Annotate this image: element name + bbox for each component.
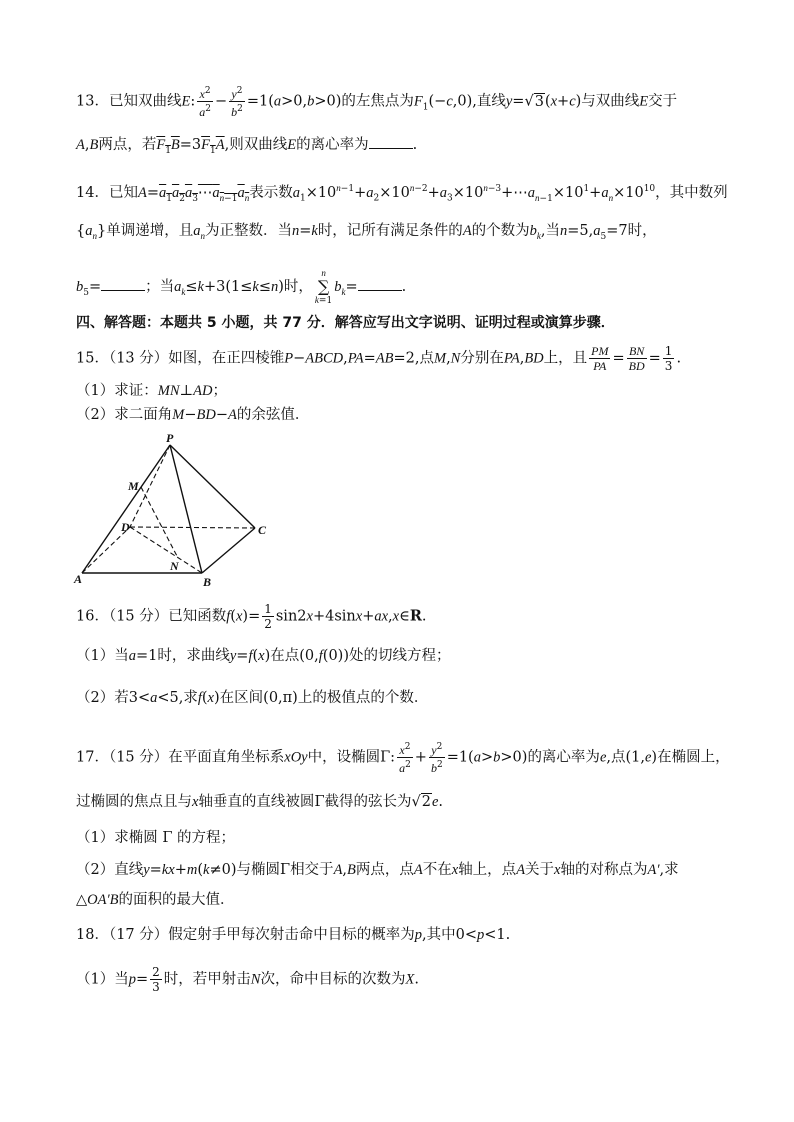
edge-PB (170, 445, 202, 573)
label-N: N (170, 559, 179, 573)
pyramid-figure (70, 430, 280, 590)
edge-DB-hidden (130, 527, 202, 573)
q16-part1: （1）当a=1时，求曲线y=f(x)在点(0,f(0))处的切线方程； (76, 648, 451, 664)
q17-line1: 17．（15 分）在平面直角坐标系xOy中，设椭圆Γ: $\frac{x^2}{a^2}$ + $\frac{y^2}{b^2}$ =1(a>b>0)的离心率为e,点(1,e)在椭圆上， (76, 742, 730, 775)
q15-part2: （2）求二面角M−BD−A的余弦值． (76, 407, 310, 423)
answer-blank (369, 134, 413, 149)
edge-BC (202, 528, 255, 573)
q18-part1: （1）当p= $\frac{2}{3}$ 时，若甲射击N次，命中目标的次数为X. (76, 965, 419, 994)
q13-line2: A,B两点，若$F_1B=3F_1A$,则双曲线E的离心率为 . (76, 134, 417, 161)
label-A: A (74, 572, 83, 586)
q17-part1: （1）求椭圆 Γ 的方程； (76, 830, 236, 846)
edge-PC (170, 445, 255, 528)
label-B: B (203, 575, 212, 589)
q17-line2: 过椭圆的焦点且与x轴垂直的直线被圆Γ截得的弦长为√2e. (76, 794, 444, 810)
section-heading: 四、解答题：本题共 5 小题，共 77 分．解答应写出文字说明、证明过程或演算步骤． (76, 315, 615, 331)
q17-part2-line2: △OA′B的面积的最大值． (76, 892, 235, 908)
q15-line1: 15．（13 分）如图，在正四棱锥P−ABCD,PA=AB=2,点M,N分别在PA,BD上，且 $\frac{PM}{PA}$ = $\frac{BN}{BD}$ = $\frac{1}{3}$ . (76, 344, 682, 373)
q16-part2: （2）若3<a<5,求f(x)在区间(0,π)上的极值点的个数． (76, 690, 429, 706)
segment-MN (141, 487, 178, 558)
answer-blank (358, 276, 402, 291)
label-P: P (166, 431, 174, 445)
q14-line1: 14．已知$A=a_1a_2a_3\cdots a_{n-1}a_n$表示数$a_1\times 10^{n-1}+a_2\times 10^{n-2}+a_3\times 10^{n-3}+\cdots a_{n-1}\times 10^1+a_n\times 10^{10}$，其中数列 (76, 183, 728, 204)
q14-line3: $b_5=$ ；当$a_k\le k+3(1\le k\le n)$时，n ∑ $k=1b_k=$ . (76, 268, 407, 306)
q18-line1: 18．（17 分）假定射手甲每次射击命中目标的概率为p,其中0<p<1. (76, 927, 511, 943)
edge-DC-hidden (130, 527, 255, 528)
q16-line1: 16．（15 分）已知函数f(x)= $\frac{1}{2}$ sin2x+4sinx+ax,x∈R. (76, 602, 427, 631)
label-C: C (258, 523, 267, 537)
edge-PA (82, 445, 170, 573)
q14-line2: $\{a_n\}$单调递增，且$a_n$为正整数．当n=k时，记所有满足条件的A的个数为$b_k$,当$n=5,a_5=7$时， (76, 223, 657, 242)
q15-part1: （1）求证：MN⊥AD； (76, 383, 227, 399)
label-D: D (121, 520, 130, 534)
label-M: M (128, 479, 139, 493)
q13-text: 13．已知双曲线 (76, 93, 182, 110)
q13-line1: 13．已知双曲线E: $\frac{x^2}{a^2}$ − $\frac{y^2}{b^2}$ =1(a>0,b>0)的左焦点为$F_1(-c,0)$,直线y=√3(x+c)与双曲线E交于 (76, 86, 678, 119)
answer-blank (101, 276, 145, 291)
q17-part2-line1: （2）直线y=kx+m(k≠0)与椭圆Γ相交于A,B两点，点A不在x轴上，点A关于x轴的对称点为A′,求 (76, 862, 679, 878)
